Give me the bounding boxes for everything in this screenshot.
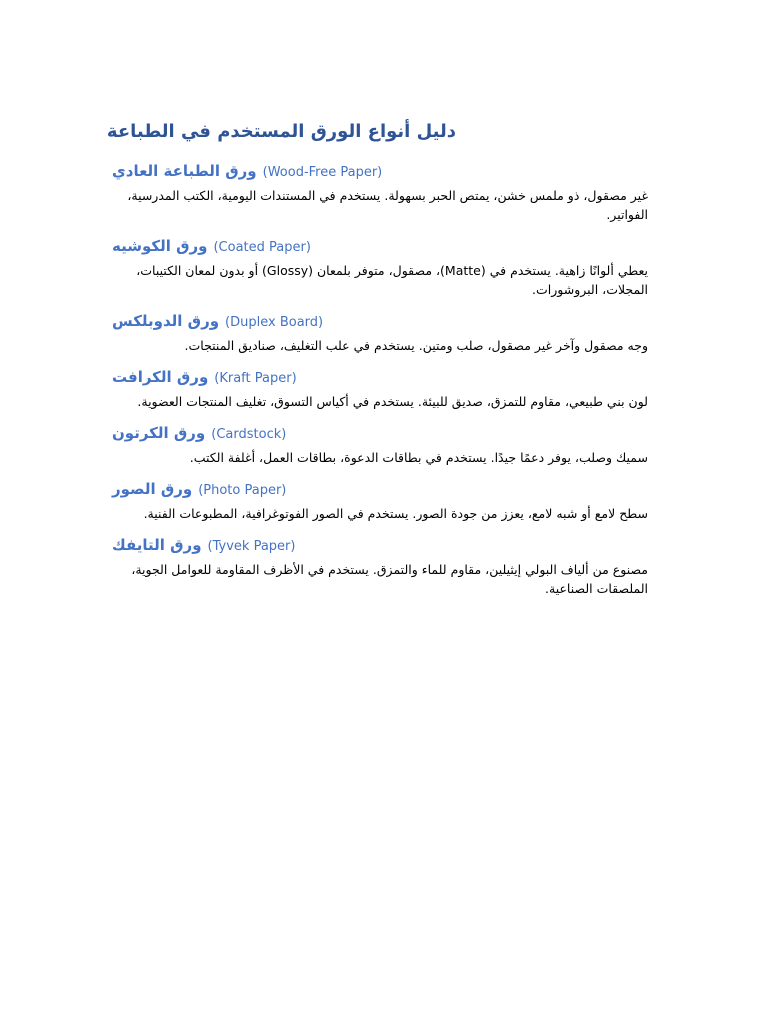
section-coated-paper	[112, 233, 648, 299]
section-description: مصنوع من ألياف البولي إيثيلين، مقاوم للماء والتمزق. يستخدم في الأظرف المقاومة للعوامل الجوية، الملصقات الصناعية.	[131, 562, 648, 596]
section-heading-arabic: ورق الصور	[112, 480, 193, 498]
section-heading-english: (Cardstock)	[211, 427, 287, 442]
section-heading	[112, 420, 648, 448]
section-heading-english: (Wood-Free Paper)	[262, 165, 383, 180]
section-heading-arabic: ورق الكرافت	[112, 368, 209, 386]
section-heading	[112, 233, 648, 261]
section-heading-arabic: ورق الطباعة العادي	[112, 162, 257, 180]
section-heading	[112, 158, 648, 186]
section-description: لون بني طبيعي، مقاوم للتمزق، صديق للبيئة. يستخدم في أكياس التسوق، تغليف المنتجات العضوية.	[137, 394, 648, 409]
section-heading-english: (Kraft Paper)	[214, 371, 297, 386]
section-heading-arabic: ورق الكوشيه	[112, 237, 208, 255]
section-cardstock	[112, 420, 648, 467]
document-page	[106, 118, 648, 607]
section-heading-english: (Tyvek Paper)	[207, 539, 296, 554]
section-photo-paper	[112, 476, 648, 523]
section-heading-english: (Coated Paper)	[213, 240, 311, 255]
section-heading	[112, 476, 648, 504]
section-heading-english: (Duplex Board)	[225, 315, 324, 330]
section-description: غير مصقول، ذو ملمس خشن، يمتص الحبر بسهولة. يستخدم في المستندات اليومية، الكتب المدرسية، الفواتير.	[127, 188, 648, 222]
section-description: سطح لامع أو شبه لامع، يعزز من جودة الصور. يستخدم في الصور الفوتوغرافية، المطبوعات الفنية.	[143, 506, 648, 521]
section-heading-arabic: ورق الدوبلكس	[112, 312, 220, 330]
section-tyvek-paper	[112, 532, 648, 598]
section-heading	[112, 364, 648, 392]
section-description: سميك وصلب، يوفر دعمًا جيدًا. يستخدم في بطاقات الدعوة، بطاقات العمل، أغلفة الكتب.	[189, 450, 648, 465]
section-kraft-paper	[112, 364, 648, 411]
section-heading	[112, 532, 648, 560]
section-heading-english: (Photo Paper)	[198, 483, 287, 498]
document-title: دليل أنواع الورق المستخدم في الطباعة	[106, 121, 456, 142]
section-heading-arabic: ورق التايفك	[112, 536, 202, 554]
section-heading-arabic: ورق الكرتون	[112, 424, 206, 442]
section-duplex-board	[112, 308, 648, 355]
section-description: يعطي ألوانًا زاهية. يستخدم في (Matte)، مصقول، متوفر بلمعان (Glossy) أو بدون لمعان الكتيبات، المجلات، البروشورات.	[136, 263, 648, 297]
section-wood-free-paper	[112, 158, 648, 224]
section-description: وجه مصقول وآخر غير مصقول، صلب ومتين. يستخدم في علب التغليف، صناديق المنتجات.	[184, 338, 648, 353]
section-heading	[112, 308, 648, 336]
